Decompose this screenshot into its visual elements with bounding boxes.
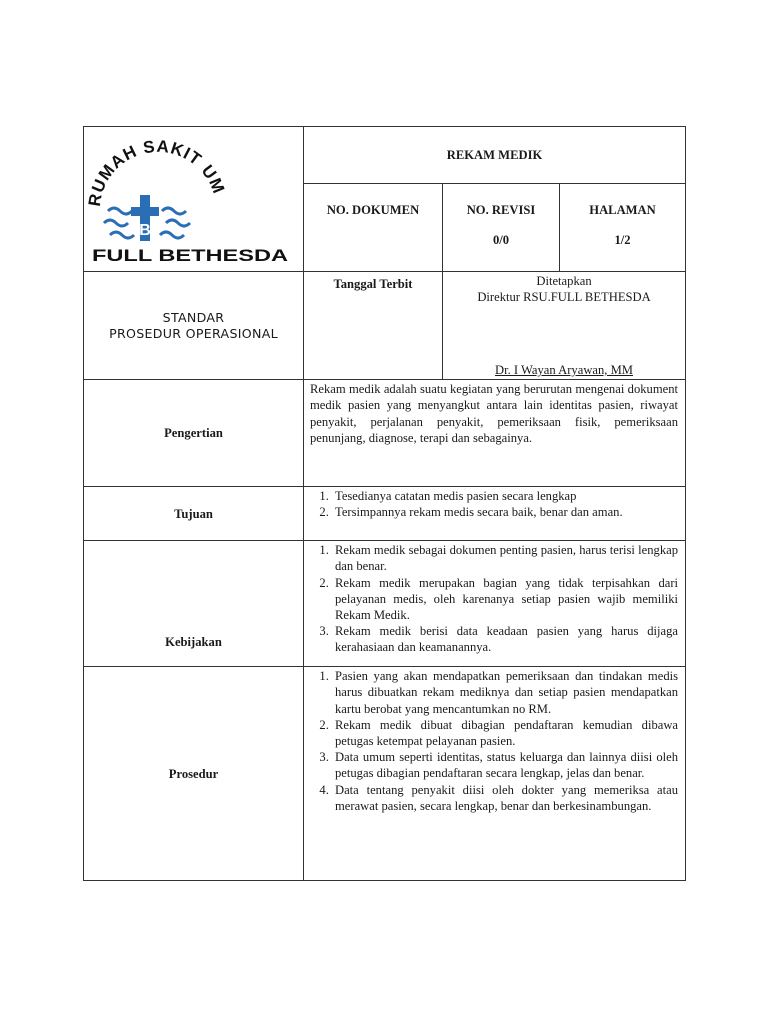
logo-emblem — [104, 195, 190, 241]
list-item: 2. Rekam medik dibuat dibagian pendaftaran kemudian dibawa petugas ketempat pelayanan pasien. — [332, 717, 678, 749]
logo-arc-text: RUMAH SAKIT UM — [84, 136, 229, 208]
logo-hospital-name: FULL BETHESDA — [92, 246, 288, 265]
hospital-logo — [84, 127, 302, 267]
section-label-pengertian: Pengertian — [84, 380, 304, 487]
approved-label: Ditetapkan — [536, 274, 592, 289]
section-content-tujuan — [304, 487, 686, 541]
signer-name: Dr. I Wayan Aryawan, MM — [495, 363, 633, 377]
list-item: 3. Data umum seperti identitas, status keluarga dan lainnya diisi oleh petugas dibagian pendaftaran secara lengkap, jelas dan benar. — [332, 749, 678, 781]
list-item: 2. Rekam medik merupakan bagian yang tidak terpisahkan dari pelayanan medis, oleh karenanya setiap pasien wajib memiliki Rekam Medik. — [332, 575, 678, 624]
list-item: 4. Data tentang penyakit diisi oleh dokter yang memeriksa atau merawat pasien, secara lengkap, benar dan berkesinambungan. — [332, 782, 678, 814]
page-value: 1/2 — [614, 233, 631, 248]
list-item: 3. Rekam medik berisi data keadaan pasien yang harus dijaga kerahasiaan dan keamanannya. — [332, 623, 678, 655]
section-content-prosedur — [304, 667, 686, 881]
page-label: HALAMAN — [589, 203, 656, 218]
svg-text:B: B — [139, 222, 151, 239]
sop-label-line1: STANDAR — [162, 309, 225, 325]
approval-cell — [443, 272, 686, 380]
revision-value: 0/0 — [492, 233, 510, 248]
list-item: 1. Pasien yang akan mendapatkan pemeriksaan dan tindakan medis harus dibuatkan rekam mediknya dan setiap pasien mendapatkan kartu berobat yang mencantumkan no RM. — [332, 668, 678, 717]
sop-document-table — [83, 126, 686, 881]
issue-date-label: Tanggal Terbit — [304, 272, 443, 380]
list-item: 1. Rekam medik sebagai dokumen penting pasien, harus terisi lengkap dan benar. — [332, 542, 678, 574]
section-label-prosedur: Prosedur — [84, 667, 304, 881]
approved-by: Direktur RSU.FULL BETHESDA — [477, 290, 651, 305]
sop-label-line2: PROSEDUR OPERASIONAL — [109, 325, 278, 341]
section-label-tujuan: Tujuan — [84, 487, 304, 541]
revision-label: NO. REVISI — [466, 203, 536, 218]
list-item: 2. Tersimpannya rekam medis secara baik, benar dan aman. — [332, 504, 678, 520]
hospital-logo-cell — [84, 127, 304, 272]
section-text-pengertian: Rekam medik adalah suatu kegiatan yang berurutan mengenai dokument medik pasien yang menyangkut antara lain identitas pasien, riwayat penyakit, perjalanan penyakit, pemeriksaan fisik, pemeriksaan penunjang, diagnose, terapi dan sebagainya. — [304, 380, 686, 487]
doc-number-cell — [304, 184, 443, 272]
sop-label-cell — [84, 272, 304, 380]
doc-number-label: NO. DOKUMEN — [326, 203, 420, 218]
document-title: REKAM MEDIK — [304, 127, 686, 184]
section-content-kebijakan — [304, 541, 686, 667]
section-label-kebijakan: Kebijakan — [84, 541, 304, 667]
revision-cell — [443, 184, 560, 272]
page-cell — [560, 184, 686, 272]
list-item: 1. Tesedianya catatan medis pasien secara lengkap — [332, 488, 678, 504]
